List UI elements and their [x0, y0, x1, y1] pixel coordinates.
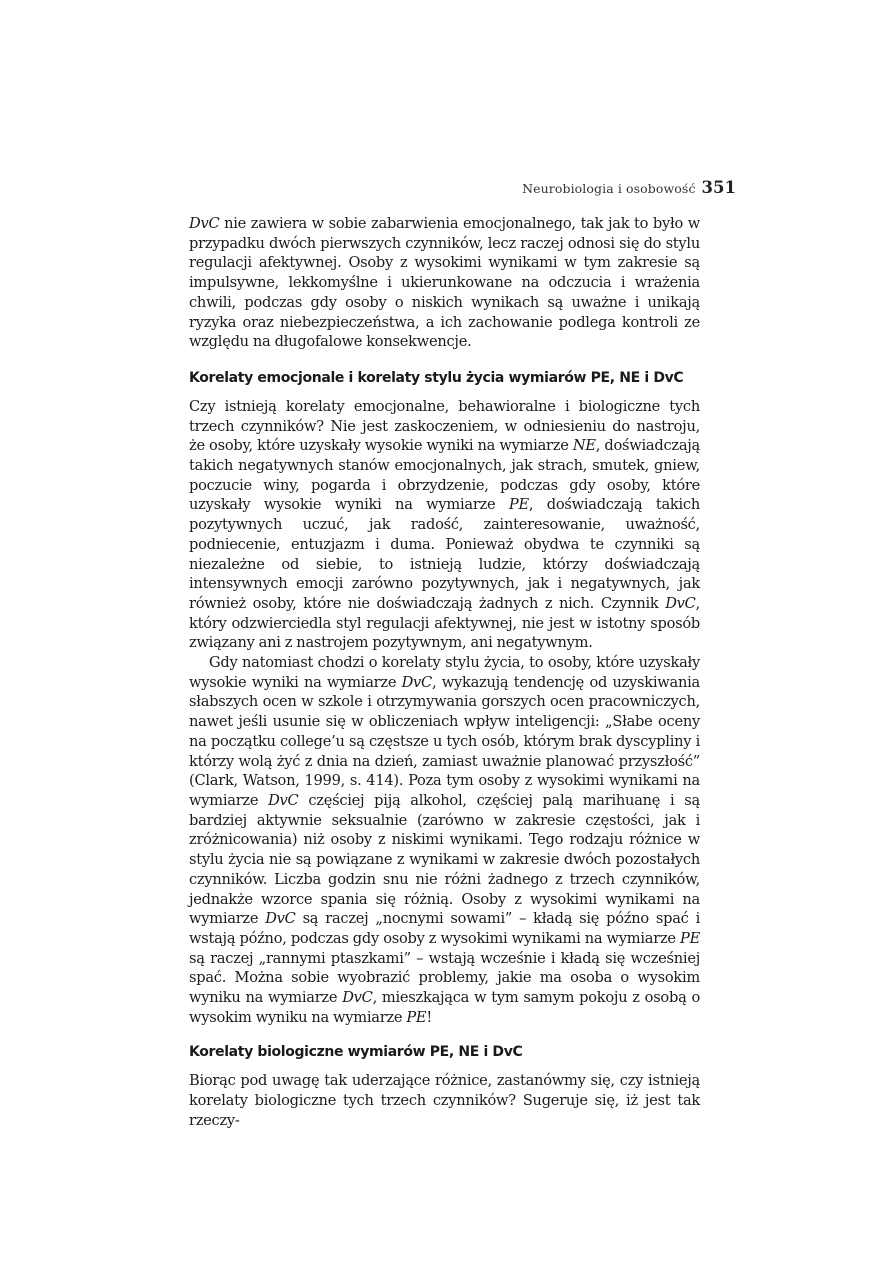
body-text: [189, 214, 700, 1131]
section-heading: Korelaty biologiczne wymiarów PE, NE i DvC: [189, 1044, 523, 1061]
running-title: Neurobiologia i osobowość: [522, 181, 696, 196]
paragraph: Biorąc pod uwagę tak uderzające różnice, zastanówmy się, czy istnieją korelaty biologiczne tych trzech czynników? Sugeruje się, iż jest tak rzeczy-: [189, 1072, 700, 1129]
paragraph: Gdy natomiast chodzi o korelaty stylu życia, to osoby, które uzyskały wysokie wyniki na wymiarze DvC, wykazują tendencję od uzyskiwania słabszych ocen w szkole i otrzymywania gorszych ocen pracowniczych, nawet jeśli usunie się w obliczeniach wpływ inteligencji: „Słabe oceny na początku college’u są częstsze u tych osób, którym brak dyscypliny i którzy wolą żyć z dnia na dzień, zamiast uważnie planować przyszłość” (Clark, Watson, 1999, s. 414). Poza tym osoby z wysokimi wynikami na wymiarze DvC częściej piją alkohol, częściej palą marihuanę i są bardziej aktywnie seksualnie (zarówno w zakresie częstości, jak i zróżnicowania) niż osoby z niskimi wynikami. Tego rodzaju różnice w stylu życia nie są powiązane z wynikami w zakresie dwóch pozostałych czynników. Liczba godzin snu nie różni żadnego z trzech czynników, jednakże wzorce spania się różnią. Osoby z wysokimi wynikami na wymiarze DvC są raczej „nocnymi sowami” – kładą się późno spać i wstają późno, podczas gdy osoby z wysokimi wynikami na wymiarze PE są raczej „rannymi ptaszkami” – wstają wcześnie i kładą się wcześniej spać. Można sobie wyobrazić problemy, jakie ma osoba o wysokim wyniku na wymiarze DvC, mieszkająca w tym samym pokoju z osobą o wysokim wyniku na wymiarze PE!: [189, 654, 701, 1026]
paragraph: DvC nie zawiera w sobie zabarwienia emocjonalnego, tak jak to było w przypadku dwóch pierwszych czynników, lecz raczej odnosi się do stylu regulacji afektywnej. Osoby z wysokimi wynikami w tym zakresie są impulsywne, lekkomyślne i ukierunkowane na odczucia i wrażenia chwili, podczas gdy osoby o niskich wynikach są uważne i unikają ryzyka oraz niebezpieczeństwa, a ich zachowanie podlega kontroli ze względu na długofalowe konsekwencje.: [189, 215, 700, 351]
page-number: 351: [701, 178, 736, 197]
section-heading: Korelaty emocjonale i korelaty stylu życia wymiarów PE, NE i DvC: [189, 369, 684, 386]
paragraph: Czy istnieją korelaty emocjonalne, behawioralne i biologiczne tych trzech czynników? Nie jest zaskoczeniem, w odniesieniu do nastroju, że osoby, które uzyskały wysokie wyniki na wymiarze NE, doświadczają takich negatywnych stanów emocjonalnych, jak strach, smutek, gniew, poczucie winy, pogarda i obrzydzenie, podczas gdy osoby, które uzyskały wysokie wyniki na wymiarze PE, doświadczają takich pozytywnych uczuć, jak radość, zainteresowanie, uważność, podniecenie, entuzjazm i duma. Ponieważ obydwa te czynniki są niezależne od siebie, to istnieją ludzie, którzy doświadczają intensywnych emocji zarówno pozytywnych, jak i negatywnych, jak również osoby, które nie doświadczają żadnych z nich. Czynnik DvC, który odzwierciedla styl regulacji afektywnej, nie jest w istotny sposób związany ani z nastrojem pozytywnym, ani negatywnym.: [189, 397, 700, 652]
running-header: [189, 178, 736, 197]
